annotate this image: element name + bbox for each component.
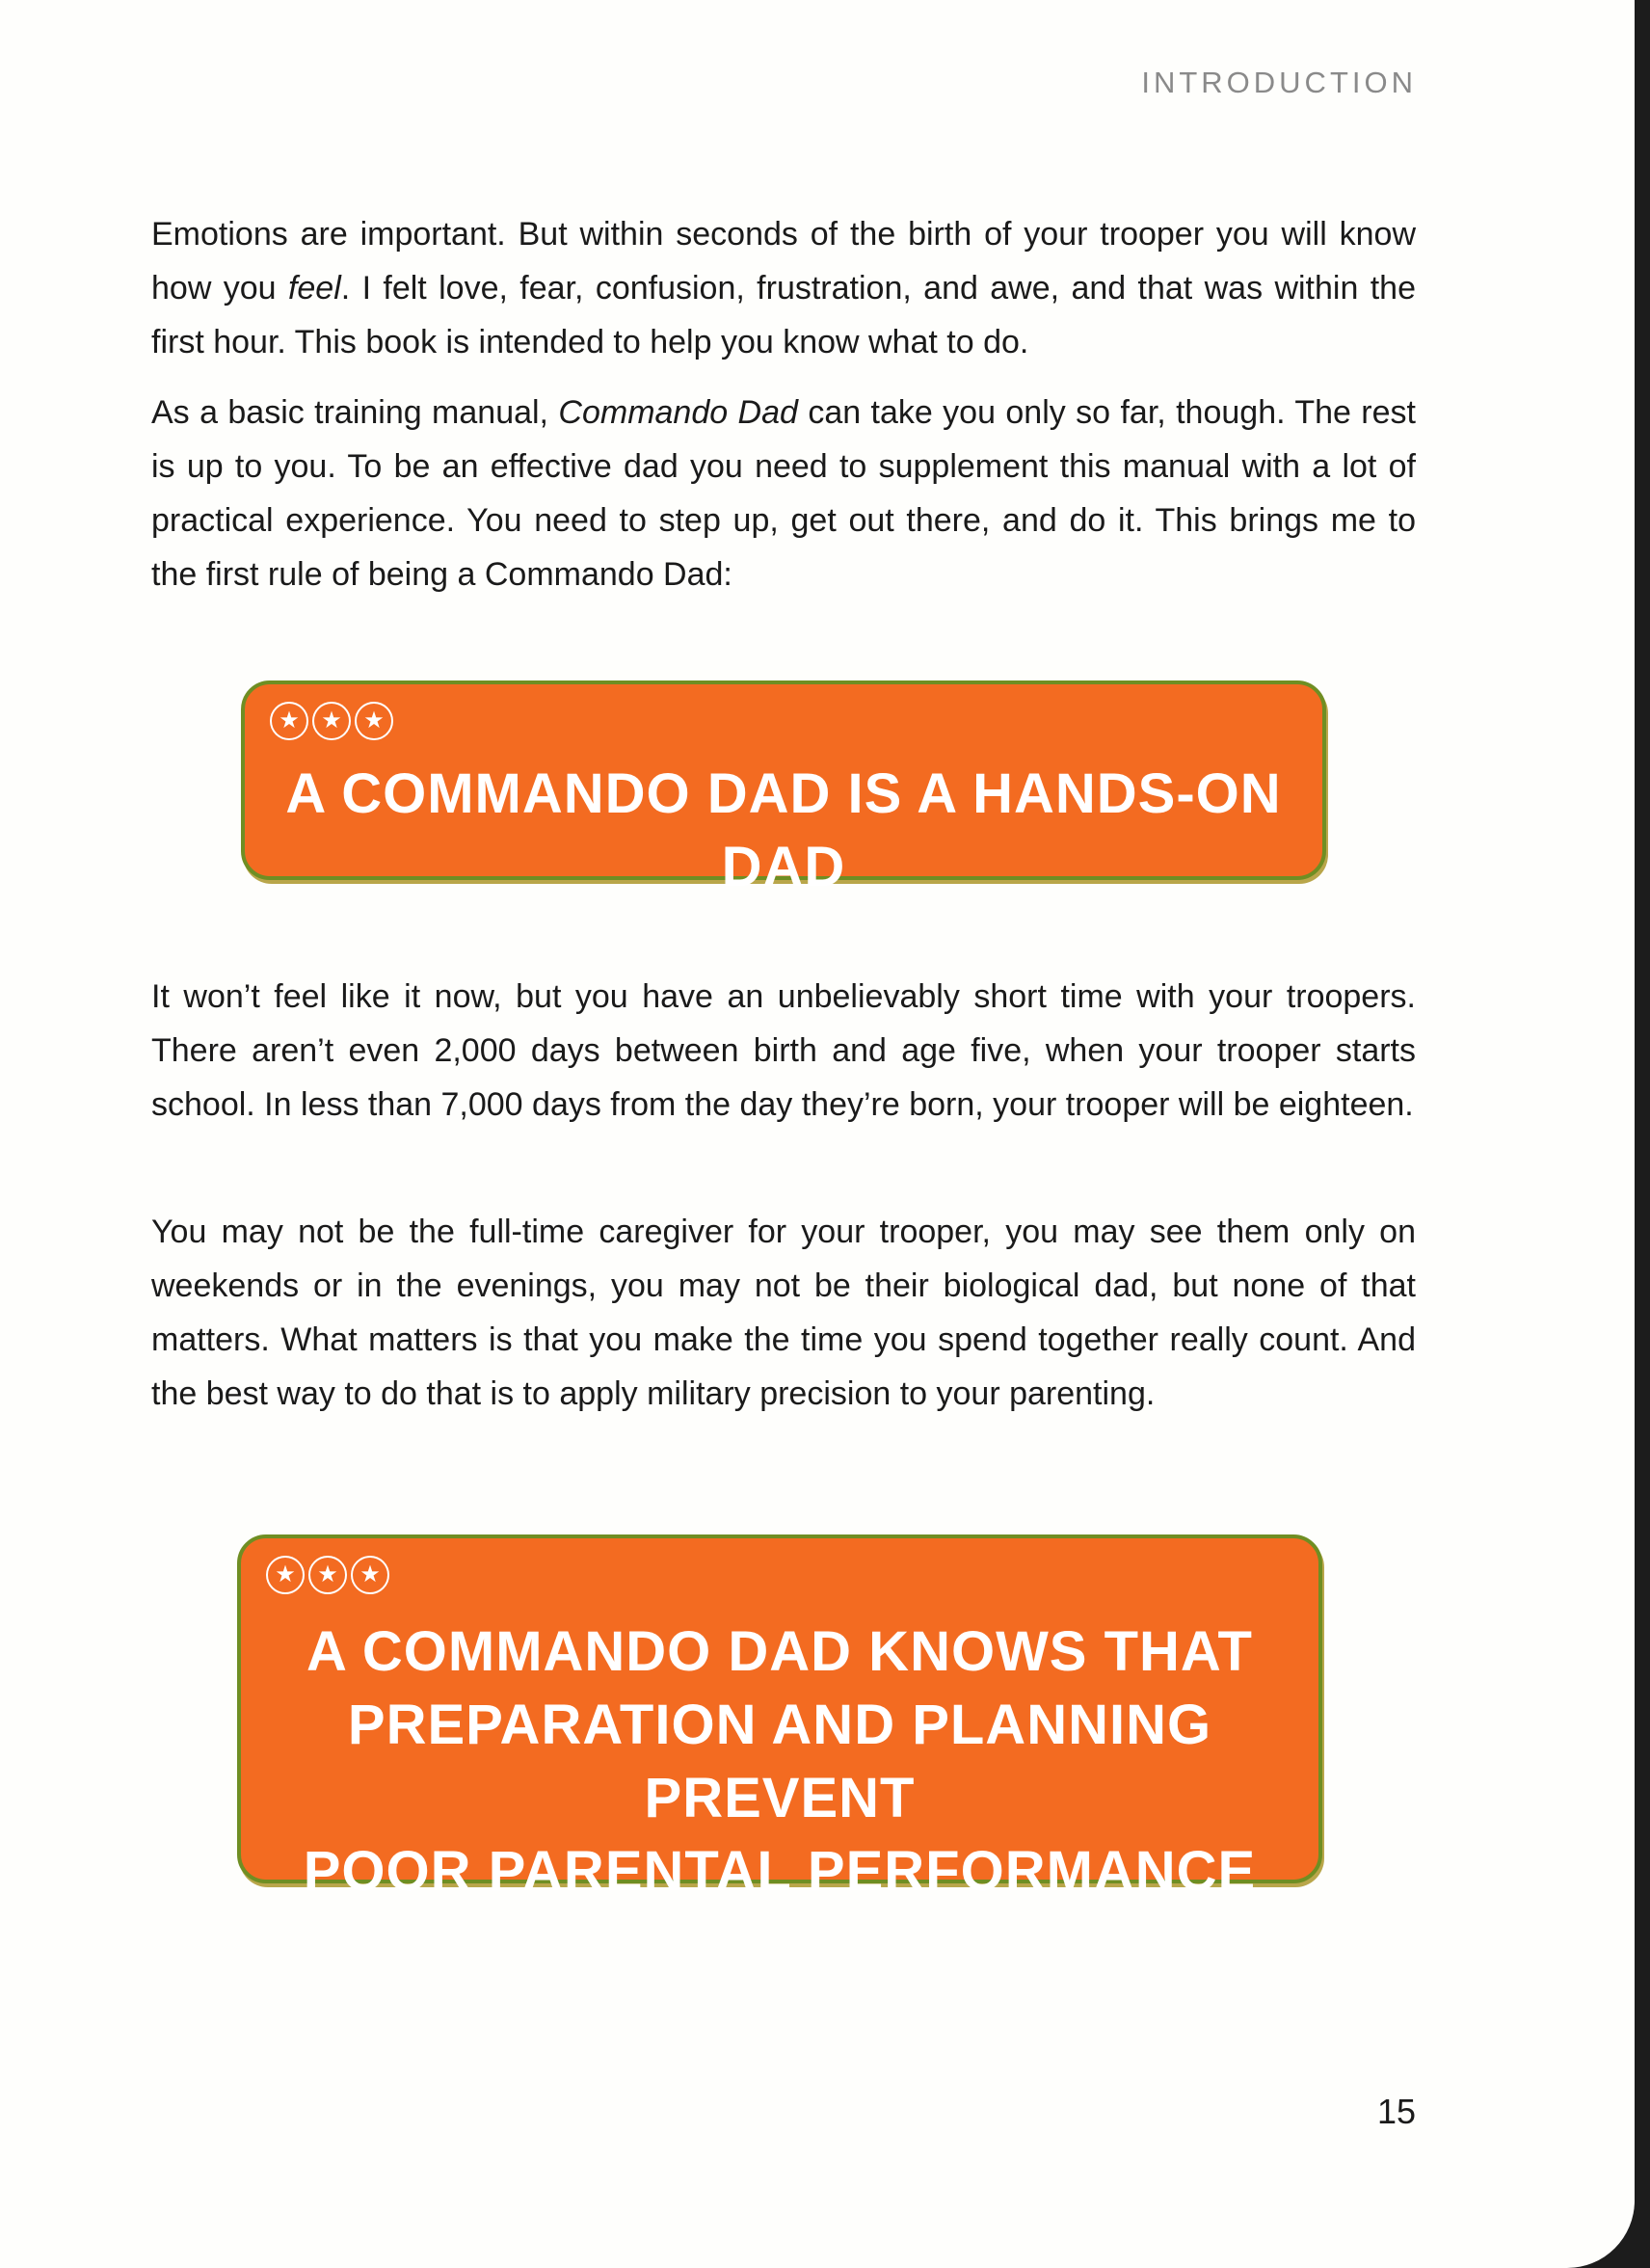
star-badge-icon: ★ — [355, 702, 393, 740]
rank-stars — [266, 1556, 389, 1594]
rule-callout-preparation — [237, 1534, 1322, 1903]
paragraph-short-time: It won’t feel like it now, but you have an unbelievably short time with your troopers. There aren’t even 2,000 days between birth and age five, when your trooper starts school. In less than 7,000 days from the day they’re born, your trooper will be eighteen. — [151, 978, 1416, 1123]
paragraph-training-manual: As a basic training manual, Commando Dad can take you only so far, though. The rest is up to you. To be an effective dad you need to supplement this manual with a lot of practical experience. You need to step up, get out there, and do it. This brings me to the first rule of being a Commando Dad: — [151, 394, 1416, 593]
star-badge-icon: ★ — [308, 1556, 347, 1594]
rule-line: A COMMANDO DAD KNOWS THAT — [306, 1620, 1253, 1683]
rule-line: POOR PARENTAL PERFORMANCE — [303, 1840, 1257, 1903]
book-title-emphasis: Commando Dad — [558, 394, 798, 431]
rule-text — [241, 1615, 1318, 1908]
rule-line: A COMMANDO DAD IS A HANDS-ON DAD — [285, 762, 1282, 898]
star-badge-icon: ★ — [351, 1556, 389, 1594]
page-number: 15 — [1376, 2092, 1416, 2131]
star-badge-icon: ★ — [266, 1556, 305, 1594]
star-badge-icon: ★ — [312, 702, 351, 740]
rule-callout-hands-on — [241, 680, 1326, 898]
rule-text — [245, 758, 1322, 904]
running-header: INTRODUCTION — [1141, 66, 1417, 99]
emphasis-feel: feel — [287, 270, 341, 307]
rule-line: PREPARATION AND PLANNING PREVENT — [347, 1694, 1212, 1829]
star-badge-icon: ★ — [270, 702, 308, 740]
rank-stars — [270, 702, 393, 740]
paragraph-make-time-count: You may not be the full-time caregiver for your trooper, you may see them only on weekends or in the evenings, you may not be their biological dad, but none of that matters. What matters is that you make the time you spend together really count. And the best way to do that is to apply military precision to your parenting. — [151, 1214, 1416, 1412]
paragraph-emotions: Emotions are important. But within seconds of the birth of your trooper you will know how you feel. I felt love, fear, confusion, frustration, and awe, and that was within the first hour. This book is intended to help you know what to do. — [151, 216, 1416, 360]
